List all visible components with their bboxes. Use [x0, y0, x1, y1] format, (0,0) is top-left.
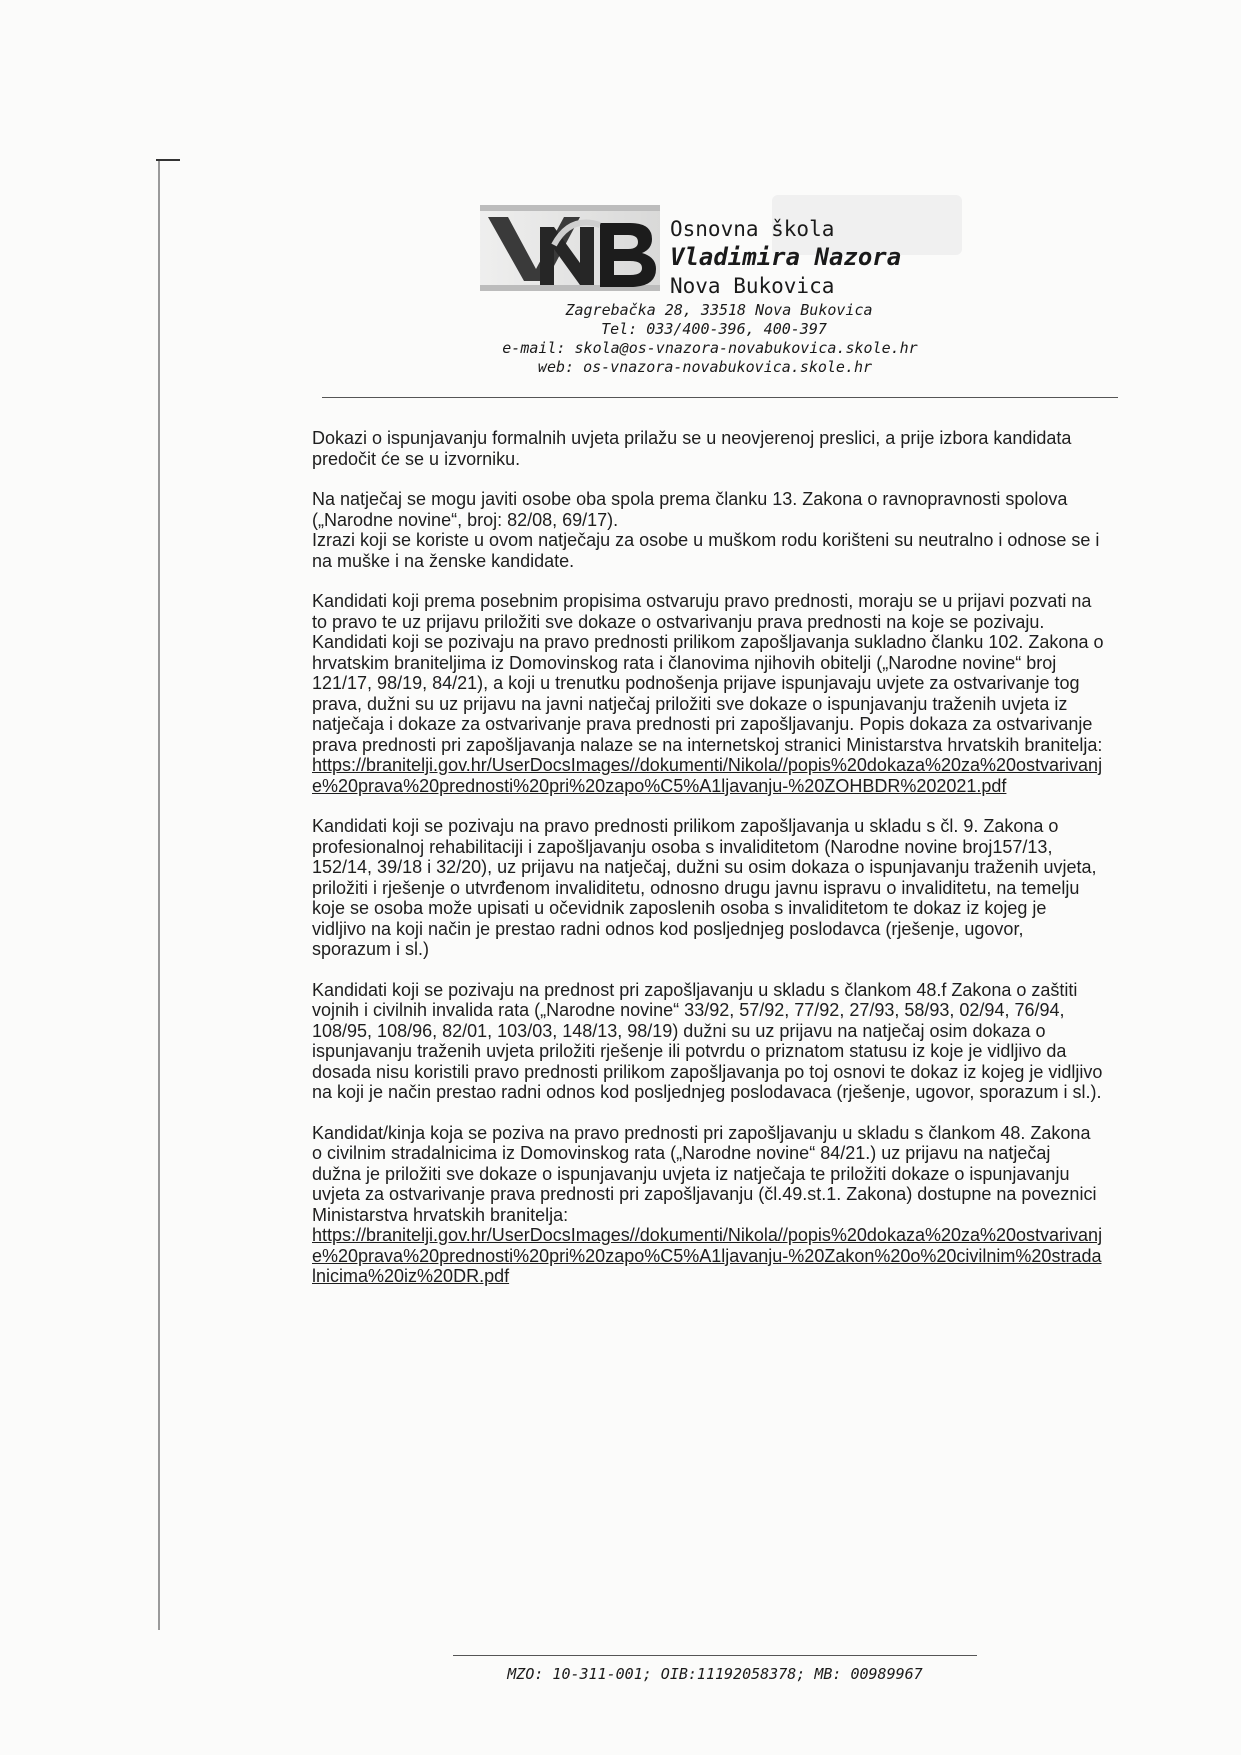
link-veterans-evidence[interactable]: https://branitelji.gov.hr/UserDocsImages//dokumenti/Nikola//popis%20dokaza%20za%20ostvarivanje%20prava%20prednosti%20pri%20zapo%C5%A1ljavanju-%20ZOHBDR%202021.pdf [312, 755, 1103, 796]
footer-identifiers: MZO: 10-311-001; OIB:11192058378; MB: 00989967 [507, 1665, 923, 1683]
paragraph-gender-equality: Na natječaj se mogu javiti osobe oba spola prema članku 13. Zakona o ravnopravnosti spolova („Narodne novine“, broj: 82/08, 69/17). [312, 489, 1068, 530]
scan-margin-shadow [158, 160, 160, 1630]
vnb-school-logo-icon [480, 205, 660, 291]
school-phone: Tel: 033/400-396, 400-397 [601, 320, 827, 338]
paragraph-evidence: Dokazi o ispunjavanju formalnih uvjeta prilažu se u neovjerenoj preslici, a prije izbora kandidata predočit će se u izvorniku. [312, 428, 1072, 469]
school-place: Nova Bukovica [670, 274, 835, 298]
scan-corner-mark [156, 159, 180, 161]
paragraph-neutral-terms: Izrazi koji se koriste u ovom natječaju za osobe u muškom rodu korišteni su neutralno i odnose se i na muške i na ženske kandidate. [312, 530, 1100, 571]
school-web: web: os-vnazora-novabukovica.skole.hr [537, 358, 873, 376]
document-body [312, 428, 1104, 1287]
school-type: Osnovna škola [670, 217, 835, 241]
letterhead-divider [322, 397, 1118, 398]
school-email: e-mail: skola@os-vnazora-novabukovica.skole.hr [502, 339, 918, 357]
footer-divider [453, 1655, 977, 1656]
letterhead [470, 203, 970, 383]
paragraph-disability: Kandidati koji se pozivaju na pravo prednosti prilikom zapošljavanja u skladu s čl. 9. Zakona o profesionalnoj rehabilitaciji i zapošljavanju osoba s invaliditetom (Narodne novine broj157/13, 152/14, 39/18 i 32/20), uz prijavu na natječaj, dužni su osim dokaza o ispunjavanju traženih uvjeta, priložiti i rješenje o utvrđenom invaliditetu, odnosno drugu javnu ispravu o invaliditetu, na temelju koje se osoba može upisati u očevidnik zaposlenih osoba s invaliditetom te dokaz iz kojeg je vidljivo na koji način je prestao radni odnos kod posljednjeg poslodavca (rješenje, ugovor, sporazum i sl.) [312, 816, 1097, 959]
paragraph-priority-right: Kandidati koji prema posebnim propisima ostvaruju pravo prednosti, moraju se u prijavi pozvati na to pravo te uz prijavu priložiti sve dokaze o ostvarivanju prava prednosti na koje se pozivaju. [312, 591, 1092, 632]
school-address: Zagrebačka 28, 33518 Nova Bukovica [565, 301, 873, 319]
paragraph-civilian-victims: Kandidat/kinja koja se poziva na pravo prednosti pri zapošljavanju u skladu s člankom 48. Zakona o civilnim stradalnicima iz Domovinskog rata („Narodne novine“ 84/21.) uz prijavu na natječaj dužna je priložiti sve dokaze o ispunjavanju uvjeta iz natječaja te priložiti dokaze o ispunjavanju uvjeta za ostvarivanje prava prednosti pri zapošljavanju (čl.49.st.1. Zakona) dostupne na poveznici Ministarstva hrvatskih branitelja: [312, 1122, 1097, 1225]
link-civilian-victims-evidence[interactable]: https://branitelji.gov.hr/UserDocsImages//dokumenti/Nikola//popis%20dokaza%20za%20ostvarivanje%20prava%20prednosti%20pri%20zapo%C5%A1ljavanju-%20Zakon%20o%20civilnim%20stradalnicima%20iz%20DR.pdf [312, 1225, 1103, 1286]
school-name: Vladimira Nazora [670, 243, 902, 271]
paragraph-war-invalids: Kandidati koji se pozivaju na prednost pri zapošljavanju u skladu s člankom 48.f Zakona o zaštiti vojnih i civilnih invalida rata („Narodne novine“ 33/92, 57/92, 77/92, 27/93, 58/93, 02/94, 76/94, 108/95, 108/96, 82/01, 103/03, 148/13, 98/19) dužni su uz prijavu na natječaj osim dokaza o ispunjavanju traženih uvjeta priložiti rješenje ili potvrdu o priznatom statusu iz koje je vidljivo da dosada nisu koristili pravo prednosti prilikom zapošljavanja po toj osnovi te dokaz iz kojeg je vidljivo na koji je način prestao radni odnos kod posljednjeg poslodavaca (rješenje, ugovor, sporazum i sl.). [312, 979, 1103, 1102]
paragraph-veterans: Kandidati koji se pozivaju na pravo prednosti prilikom zapošljavanja sukladno članku 102. Zakona o hrvatskim braniteljima iz Domovinskog rata i članovima njihovih obitelji („Narodne novine“ broj 121/17, 98/19, 84/21), a koji u trenutku podnošenja prijave ispunjavaju uvjete za ostvarivanje tog prava, dužni su uz prijavu na javni natječaj priložiti sve dokaze o ispunjavanju traženih uvjeta iz natječaja i dokaze za ostvarivanje prava prednosti pri zapošljavanju. Popis dokaza za ostvarivanje prava prednosti pri zapošljavanja nalaze se na internetskoj stranici Ministarstva hrvatskih branitelja: [312, 632, 1104, 755]
